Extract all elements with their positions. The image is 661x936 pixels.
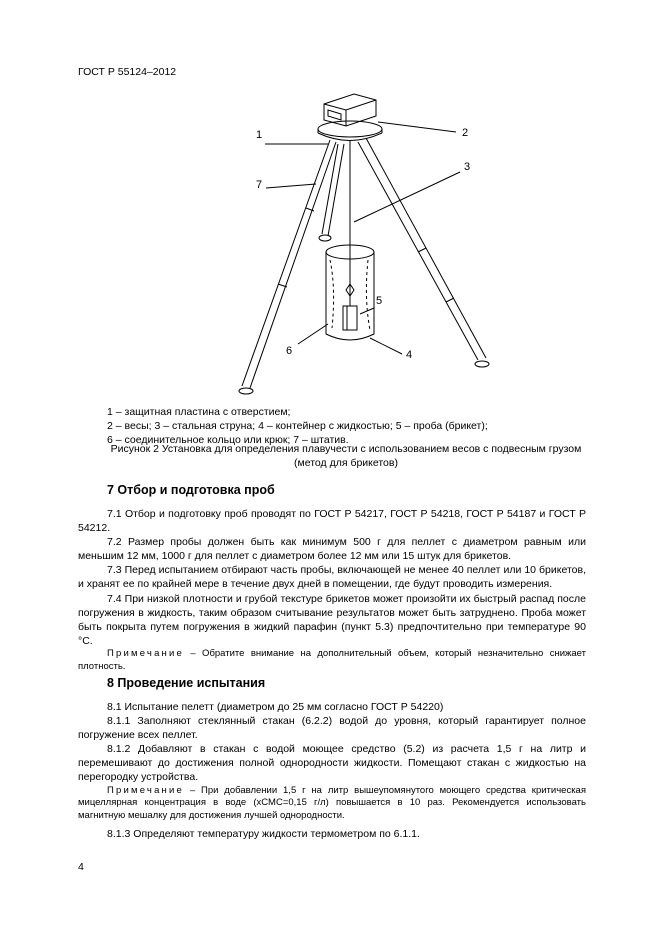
paragraph: 7.4 При низкой плотности и грубой текстуре брикетов может произойти их быстрый распад после погружения в жидкость, таким образом считывание результатов может быть затруднено. Проба может быть покрыта путем погружения в жидкий парафин (пункт 5.3) предпочтительно при температуре 90 °С.	[78, 592, 586, 647]
figure-caption	[90, 442, 602, 470]
paragraph: 7.2 Размер пробы должен быть как минимум 500 г для пеллет с диаметром равным или меньшим 12 мм, 1000 г для пеллет с диаметром более 12 мм или 15 штук для брикетов.	[78, 536, 586, 563]
section-8-body-end	[78, 827, 586, 841]
legend-line: 6 – соединительное кольцо или крюк; 7 – штатив.	[107, 434, 349, 446]
section-7-title: 7 Отбор и подготовка проб	[107, 483, 275, 497]
note-text: – Обратите внимание на дополнительный объем, который незначительно снижает плотность.	[78, 647, 586, 672]
briquette-sample	[343, 306, 357, 330]
section-8-body	[78, 700, 586, 822]
section-8-title: 8 Проведение испытания	[107, 676, 266, 690]
tripod-leg-back	[322, 144, 344, 236]
page-number: 4	[78, 861, 84, 873]
paragraph: 7.1 Отбор и подготовку проб проводят по ГОСТ Р 54217, ГОСТ Р 54218, ГОСТ Р 54187 и ГОСТ Р 54212.	[78, 508, 586, 535]
document-header: ГОСТ Р 55124–2012	[78, 66, 177, 78]
note-text: – При добавлении 1,5 г на литр вышеупомянутого моющего средства критическая мицеллярная концентрация в воде (хСМС=0,15 г/л) повышается в 10 раз. Рекомендуется использовать магнитную мешалку для достижения лучшей однородности.	[78, 784, 586, 821]
paragraph: 8.1.3 Определяют температуру жидкости термометром по 6.1.1.	[107, 828, 420, 840]
note	[78, 648, 586, 673]
paragraph: 7.3 Перед испытанием отбирают часть пробы, включающей не менее 40 пеллет или 10 брикетов, и хранят ее по крайней мере в течение двух дней в помещении, где будут проводить измерения.	[78, 564, 586, 591]
callout-3: 3	[464, 161, 471, 173]
note-label: Примечание	[107, 784, 184, 796]
callout-7: 7	[256, 179, 263, 191]
caption-line: (метод для брикетов)	[294, 457, 398, 469]
scales-display	[328, 110, 341, 120]
protective-plate	[318, 121, 382, 137]
note-label: Примечание	[107, 647, 184, 659]
note	[78, 785, 586, 823]
callout-4: 4	[406, 349, 413, 361]
paragraph: 8.1.2 Добавляют в стакан с водой моющее средство (5.2) из расчета 1,5 г на литр и перемешивают до достижения полной однородности жидкости. Помещают стакан с жидкостью на перегородку устройства.	[78, 743, 586, 784]
legend-line: 1 – защитная пластина с отверстием;	[107, 406, 291, 418]
paragraph: 8.1 Испытание пелетт (диаметром до 25 мм согласно ГОСТ Р 54220)	[107, 701, 444, 713]
paragraph: 8.1.1 Заполняют стеклянный стакан (6.2.2) водой до уровня, который гарантирует полное погружение всех пеллет.	[78, 715, 586, 742]
legend-line: 2 – весы; 3 – стальная струна; 4 – контейнер с жидкостью; 5 – проба (брикет);	[107, 420, 488, 432]
callout-5: 5	[376, 295, 383, 307]
callout-6: 6	[286, 345, 293, 357]
figure-legend	[107, 405, 577, 447]
tripod-foot	[319, 235, 331, 241]
tripod-foot	[239, 388, 253, 394]
caption-line: Рисунок 2 Установка для определения плавучести с использованием весов с подвесным грузом	[110, 443, 582, 455]
section-7-body	[78, 507, 586, 673]
tripod-foot	[475, 361, 489, 367]
buoyancy-apparatus-figure	[220, 88, 520, 406]
callout-2: 2	[462, 127, 469, 139]
callout-1: 1	[256, 129, 263, 141]
